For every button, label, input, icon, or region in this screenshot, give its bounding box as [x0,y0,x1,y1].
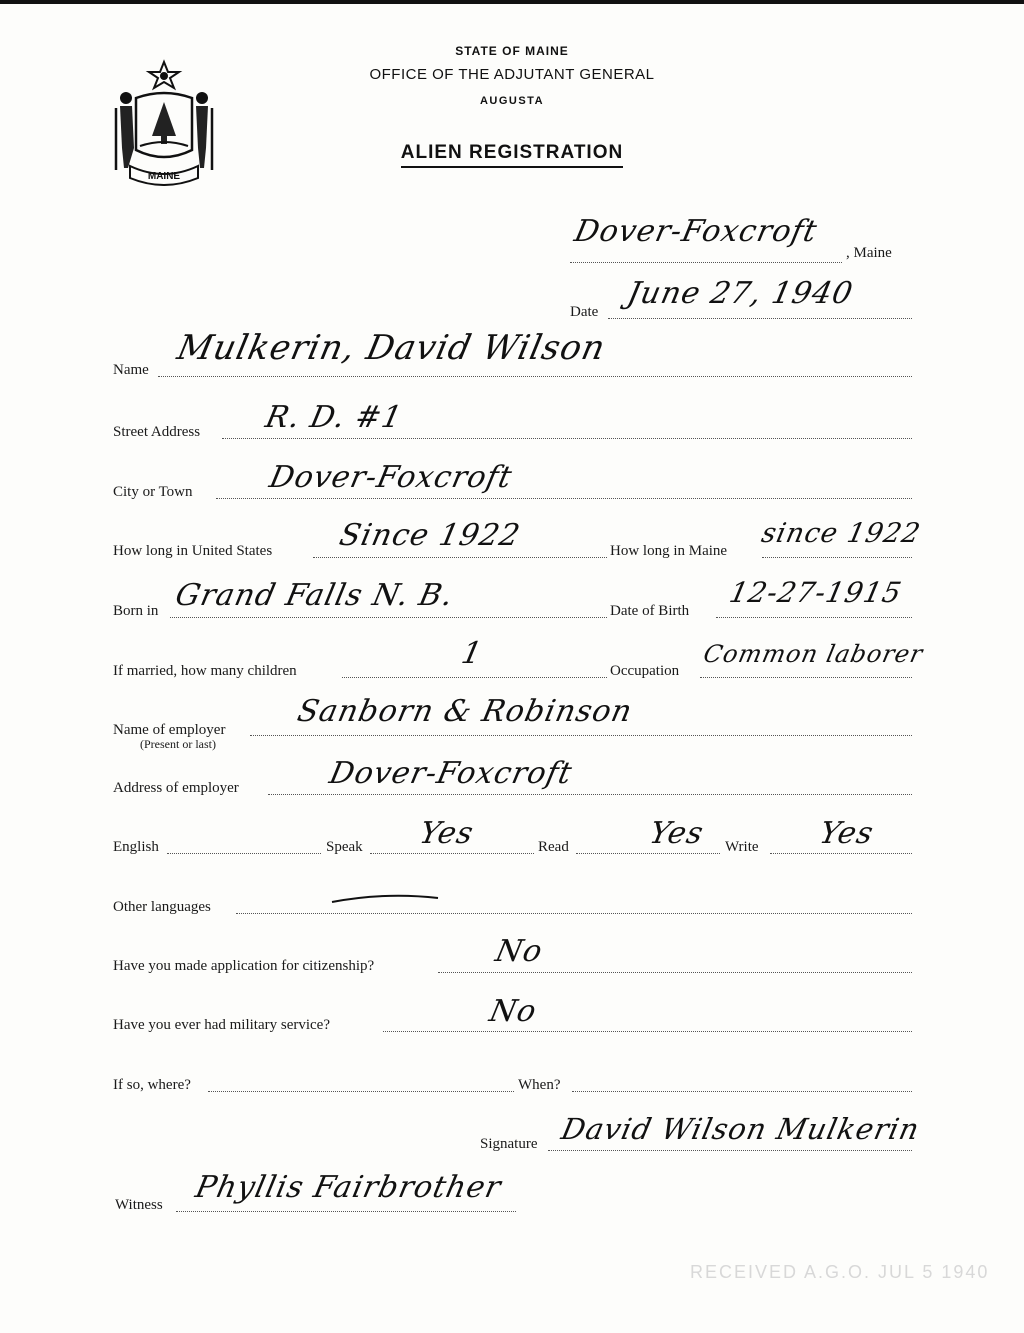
name-label: Name [113,362,149,378]
speak-label: Speak [326,839,363,855]
citizenship-value: No [492,934,547,969]
where-label: If so, where? [113,1077,191,1093]
street-line [222,438,912,439]
read-value: Yes [646,816,708,851]
signature-label: Signature [480,1136,538,1152]
date-label: Date [570,304,599,320]
children-label: If married, how many children [113,663,297,679]
header-city: AUGUSTA [479,95,545,107]
top-border [0,0,1024,4]
dob-label: Date of Birth [610,603,690,619]
header-state: STATE OF MAINE [455,44,569,58]
how-long-maine-label: How long in Maine [610,543,728,559]
how-long-maine-line [762,557,912,558]
name-line [158,376,912,377]
how-long-us-line [313,557,607,558]
write-value: Yes [816,816,878,851]
date-value: June 27, 1940 [624,276,857,311]
military-value: No [486,994,541,1029]
seal-text: MAINE [147,171,181,182]
born-in-label: Born in [113,603,159,619]
employer-label: Name of employer [113,722,226,738]
town-line [570,262,842,263]
citizenship-label: Have you made application for citizenship? [113,958,375,974]
where-line [208,1091,514,1092]
how-long-maine-value: since 1922 [758,518,924,549]
read-line [576,853,720,854]
form-title [0,142,1024,164]
read-label: Read [538,839,569,855]
when-line [572,1091,912,1092]
maine-label: , Maine [846,245,892,261]
write-line [770,853,912,854]
employer-address-line [268,794,912,795]
signature-line [548,1150,912,1151]
speak-line [370,853,534,854]
signature-value: David Wilson Mulkerin [558,1112,923,1146]
military-label: Have you ever had military service? [113,1017,330,1033]
how-long-us-value: Since 1922 [336,518,524,553]
street-value: R. D. #1 [262,400,406,435]
city-label: City or Town [113,484,193,500]
born-in-line [170,617,607,618]
write-label: Write [725,839,759,855]
children-value: 1 [458,636,486,671]
witness-value: Phyllis Fairbrother [192,1170,505,1205]
city-value: Dover-Foxcroft [266,460,516,495]
employer-address-value: Dover-Foxcroft [326,756,576,791]
dob-line [716,617,912,618]
when-label: When? [518,1077,561,1093]
english-label: English [113,839,159,855]
form-title-text: ALIEN REGISTRATION [401,142,623,168]
dash-mark [330,890,440,910]
witness-label: Witness [115,1197,163,1213]
speak-value: Yes [416,816,478,851]
witness-line [176,1211,516,1212]
occupation-label: Occupation [610,663,680,679]
born-in-value: Grand Falls N. B. [172,578,457,613]
other-languages-label: Other languages [113,899,211,915]
date-line [608,318,912,319]
employer-line [250,735,912,736]
header-office: OFFICE OF THE ADJUTANT GENERAL [369,66,655,83]
occupation-line [700,677,912,678]
occupation-value: Common laborer [701,640,926,668]
street-label: Street Address [113,424,201,440]
military-line [383,1031,912,1032]
how-long-us-label: How long in United States [113,543,273,559]
children-line [342,677,607,678]
employer-address-label: Address of employer [113,780,239,796]
town-value: Dover-Foxcroft [571,214,821,249]
name-value: Mulkerin, David Wilson [173,328,610,368]
english-line [167,853,321,854]
dob-value: 12-27-1915 [726,576,905,609]
city-line [216,498,912,499]
other-languages-line [236,913,912,914]
citizenship-line [438,972,912,973]
employer-note: (Present or last) [140,737,216,751]
received-stamp: RECEIVED A.G.O. JUL 5 1940 [690,1262,990,1282]
employer-value: Sanborn & Robinson [294,694,636,729]
